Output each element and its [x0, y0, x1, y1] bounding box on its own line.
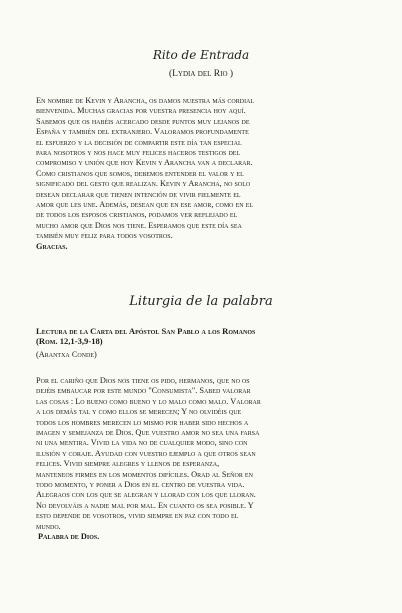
text-line: En nombre de Kevin y Arancha, os damos nuestra más cordial [36, 96, 255, 105]
text-line: significado del gesto que realizan. Kevin y Arancha, no solo [36, 179, 251, 189]
text-line: ilusión y coraje. Ayudad con vuestro ejemplo a que otros sean [36, 448, 256, 458]
text-line: Alegraos con los que se alegran y llorad con los que lloran. [36, 490, 256, 500]
text-line: Sabemos que os habéis acercado desde puntos muy lejanos de [36, 116, 250, 126]
text-line: desean declarar que tienen intención de vivir fielmente el [36, 189, 241, 199]
text-line: todo momento, y poner a Dios en el centro de vuestra vida. [36, 480, 245, 490]
reading-reader: (Arantxa Conde) [36, 350, 97, 359]
text-line: dejéis embaucar por este mundo "Consumista". Sabed valorar [36, 386, 251, 396]
text-line: España y también del extranjero. Valoramos profundamente [36, 127, 249, 137]
text-line: imagen y semejanza de Dios. Que vuestro amor no sea una farsa [36, 428, 260, 438]
text-line: también muy feliz para todos vosotros. [36, 231, 173, 241]
text-line: ni una mentira. Vivid la vida no de cualquier modo, sino con [36, 438, 248, 448]
rite-title: Rito de Entrada [152, 48, 250, 62]
text-line: el esfuerzo y la decisión de compartir este día tan especial [36, 137, 242, 147]
liturgy-title: Liturgia de la palabra [129, 294, 273, 309]
text-line: todos los hombres merecen lo mismo por haber sido hechos a [36, 417, 249, 427]
rite-author: (Lydia del Rio ) [168, 69, 234, 79]
text-line: de todos los esposos cristianos, podamos ver reflejado el [36, 210, 238, 220]
text-line: Como cristianos que somos, debemos entender el valor y el [36, 168, 244, 178]
text-line: las cosas : Lo bueno como bueno y lo malo como malo. Valorar [36, 396, 261, 406]
reading-heading-line1: Lectura de la Carta del Apóstol San Pablo a los Romanos [36, 326, 256, 336]
liturgy-closing: Palabra de Dios. [38, 532, 100, 542]
rite-paragraph [36, 96, 370, 252]
text-line: mundo. [36, 521, 61, 531]
text-line: bienvenida. Muchas gracias por vuestra presencia hoy aquí. [36, 106, 246, 116]
reading-heading [36, 326, 370, 347]
text-line: esto depende de vosotros, vivid siempre en paz con todo el [36, 511, 239, 521]
text-line: amor que les une. Además, desean que en ese amor, como en el [36, 200, 253, 210]
reading-paragraph [36, 376, 370, 543]
reading-reference: (Rom. 12,1-3,9-18) [36, 336, 103, 347]
text-line: para nosotros y nos hace muy felices haceros testigos del [36, 148, 241, 158]
text-line: compromiso y unión que hoy Kevin y Arancha van a declarar. [36, 158, 253, 168]
text-line: Por el cariño que Dios nos tiene os pido, hermanos, que no os [36, 376, 250, 385]
text-line: No devolváis a nadie mal por mal. En cuanto os sea posible. Y [36, 500, 254, 510]
text-line: manteneos firmes en los momentos difíciles. Orad al Señor en [36, 469, 253, 479]
text-line: mucho amor que Dios nos tiene. Esperamos que este día sea [36, 220, 242, 230]
text-line: a los demás tal y como ellos se merecen; Y no olvidéis que [36, 407, 242, 417]
text-line: felices. Vivid siempre alegres y llenos de esperanza, [36, 459, 220, 469]
rite-closing: Gracias. [36, 241, 68, 251]
